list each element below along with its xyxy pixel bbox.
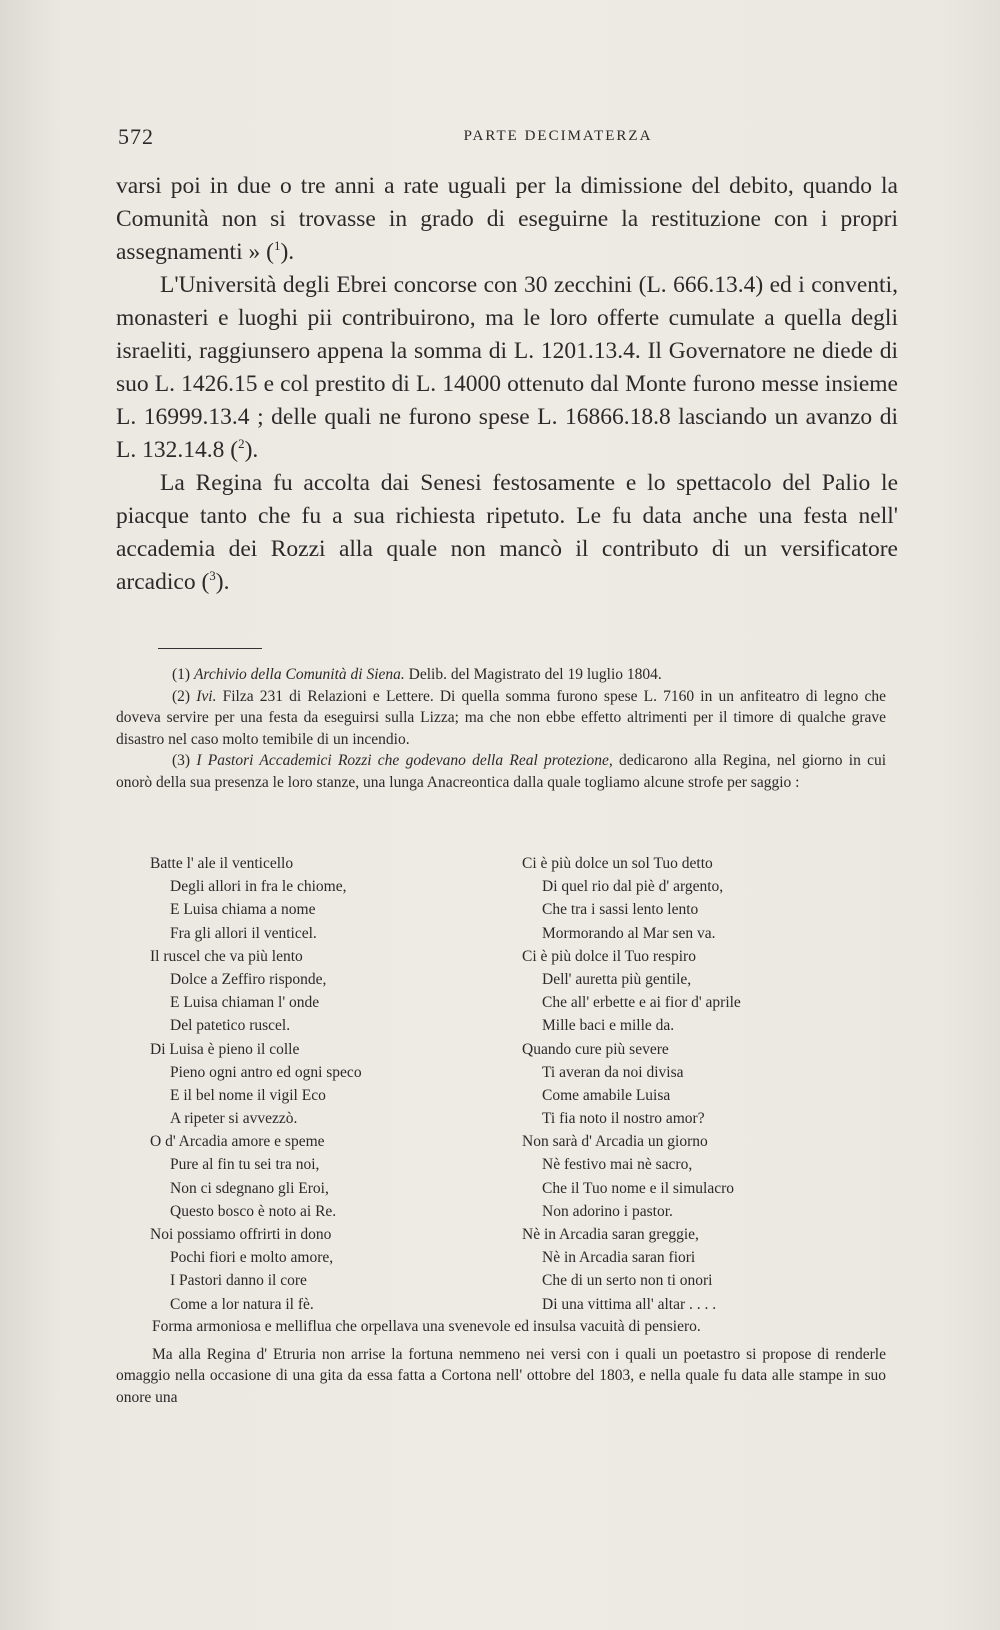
poem-line: Pure al fin tu sei tra noi, [170,1156,320,1174]
poem-line: Mille baci e mille da. [542,1017,675,1035]
poem-line: Dell' auretta più gentile, [542,970,692,988]
footnote-3: (3) I Pastori Accademici Rozzi che godevano della Real protezione, dedicarono alla Regina, nel giorno in cui onorò della sua presenza le loro stanze, una lunga Anacreontica dalla quale togliamo alcune strofe per saggio : [116,752,887,791]
poem-line: Non adorino i pastor. [542,1202,673,1220]
poem-line: Ti averan da noi divisa [542,1063,684,1081]
poem-line: Di Luisa è pieno il colle [150,1040,300,1058]
poem-line: Nè in Arcadia saran fiori [542,1249,696,1267]
poem-line: Mormorando al Mar sen va. [542,924,716,942]
poem-line: Degli allori in fra le chiome, [170,878,347,896]
poem-line: Nè in Arcadia saran greggie, [522,1226,699,1243]
paragraph: L'Università degli Ebrei concorse con 30 zecchini (L. 666.13.4) ed i conventi, monasteri e luoghi pii contribuirono, ma le loro offerte cumulate a quella degli israeliti, raggiunsero appena la somma di L. 1201.13.4. Il Governatore ne diede di suo L. 1426.15 e col prestito di L. 14000 ottenuto dal Monte furono messe insieme L. 16999.13.4 ; delle quali ne furono spese L. 16866.18.8 lasciando un avanzo di L. 132.14.8 ($^2$). [116,272,898,463]
paragraph: Forma armoniosa e melliflua che orpellava una svenevole ed insulsa vacuità di pensiero. [152,1318,701,1335]
running-title: PARTE DECIMATERZA [463,128,653,144]
poem-line: Di quel rio dal piè d' argento, [542,878,724,896]
poem-line: E Luisa chiaman l' onde [170,994,320,1012]
footnotes [116,664,886,793]
poem-line: Che di un serto non ti onori [542,1272,713,1290]
poem-line: Ti fia noto il nostro amor? [542,1110,705,1128]
poem-line: Dolce a Zeffiro risponde, [170,970,327,988]
poem-line: E Luisa chiama a nome [170,901,316,919]
footnote-ref: 2 [238,436,245,452]
poem-line: Come a lor natura il fè. [170,1295,314,1313]
footnote-2: (2) Ivi. Filza 231 di Relazioni e Lettere. Di quella somma furono spese L. 7160 in un anfiteatro di legno che doveva servire per una festa da eseguirsi sulla Lizza; ma che non ebbe effetto altrimenti per il timore di qualche grave disastro nel caso molto temibile di un incendio. [116,687,886,748]
poem-line: Quando cure più severe [522,1040,669,1058]
paragraph: La Regina fu accolta dai Senesi festosamente e lo spettacolo del Palio le piacque tanto che fu a sua richiesta ripetuto. Le fu data anche una festa nell' accademia dei Rozzi alla quale non mancò il contributo di un versificatore arcadico ($^3$). [116,470,898,595]
poem-line: Ci è più dolce un sol Tuo detto [522,855,713,872]
footnote-divider [158,648,262,649]
footnote-ref: 3 [209,568,216,584]
poem-line: Pochi fiori e molto amore, [170,1249,334,1267]
poem-line: A ripeter si avvezzò. [170,1110,298,1128]
poem-line: Il ruscel che va più lento [150,947,303,965]
poem-line: Che il Tuo nome e il simulacro [542,1179,735,1197]
after-poem-text [116,1316,886,1408]
main-text [116,170,898,599]
poem-line: Di una vittima all' altar . . . . [542,1295,717,1313]
poem-line: Ci è più dolce il Tuo respiro [522,947,696,965]
poem-column-left [150,852,520,1316]
poem-line: O d' Arcadia amore e speme [150,1133,325,1151]
poem-line: Che tra i sassi lento lento [542,901,699,919]
poem-column-right [522,852,892,1316]
poem-line: Questo bosco è noto ai Re. [170,1202,337,1220]
poem-line: Come amabile Luisa [542,1086,671,1104]
poem-line: E il bel nome il vigil Eco [170,1086,326,1104]
paragraph: Ma alla Regina d' Etruria non arrise la fortuna nemmeno nei versi con i quali un poetastro si propose di renderle omaggio nella occasione di una gita da essa fatta a Cortona nell' ottobre del 1803, e nella quale fu data alle stampe in suo onore una [116,1345,886,1406]
page-number: 572 [118,124,154,149]
poem-line: Fra gli allori il venticel. [170,924,317,942]
paragraph: varsi poi in due o tre anni a rate uguali per la dimissione del debito, quando la Comunità non si trovasse in grado di eseguirne la restituzione con i propri assegnamenti » ($^1$). [116,173,898,265]
poem-line: Del patetico ruscel. [170,1017,291,1035]
footnote-1: (1) Archivio della Comunità di Siena. Delib. del Magistrato del 19 luglio 1804. [172,666,662,683]
footnote-ref: 1 [273,238,281,254]
running-head [118,124,888,150]
poem-line: Nè festivo mai nè sacro, [542,1156,693,1174]
poem-line: I Pastori danno il core [170,1272,307,1290]
poem-line: Pieno ogni antro ed ogni speco [170,1063,362,1081]
poem-line: Non sarà d' Arcadia un giorno [522,1133,708,1151]
poem [116,852,886,1312]
poem-line: Batte l' ale il venticello [150,855,294,872]
poem-line: Non ci sdegnano gli Eroi, [170,1179,329,1197]
poem-line: Che all' erbette e ai fior d' aprile [542,994,741,1012]
poem-line: Noi possiamo offrirti in dono [150,1226,332,1243]
